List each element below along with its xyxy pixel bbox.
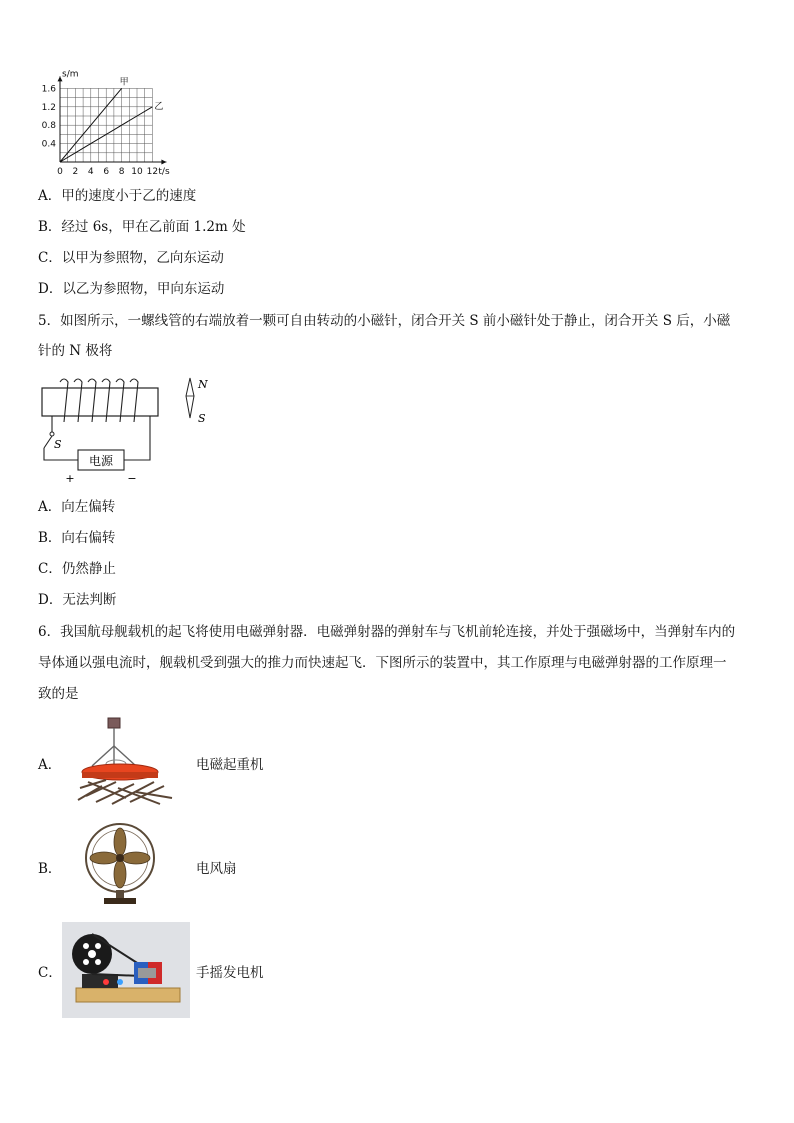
q6-option-b-label: 电风扇 (196, 861, 237, 877)
switch-s (44, 432, 54, 448)
hand-crank-generator-image (62, 922, 190, 1018)
y-tick-label: 0.4 (41, 139, 56, 150)
x-tick-label: 12 (146, 167, 159, 177)
q6-option-a-letter: A． (38, 757, 62, 773)
y-tick-label: 1.2 (41, 102, 56, 113)
q6-stem-line3: 致的是 (38, 686, 79, 702)
needle-s-label: S (198, 412, 206, 425)
q5-option-c: C．仍然静止 (38, 561, 116, 577)
y-tick-label: 0.8 (41, 121, 56, 132)
power-source-label: 电源 (88, 454, 114, 468)
q5-option-a: A．向左偏转 (38, 499, 116, 515)
y-tick-label: 1.6 (41, 84, 56, 95)
needle-n-label: N (198, 378, 208, 391)
minus-terminal: − (127, 472, 137, 485)
x-tick-label: 10 (131, 167, 143, 177)
q4-option-b-text: B．经过 6s，甲在乙前面 1.2m 处 (38, 219, 246, 235)
series-label-yi: 乙 (154, 101, 164, 112)
electromagnet-crane-image (76, 716, 180, 810)
q5-option-d: D．无法判断 (38, 592, 117, 608)
q5-stem-line1: 5．如图所示，一螺线管的右端放着一颗可自由转动的小磁针，闭合开关 S 前小磁针处于静止，闭合开关 S 后，小磁 (38, 313, 731, 329)
x-tick-label: 0 (57, 167, 63, 177)
compass-needle (186, 378, 194, 418)
switch-label: S (54, 438, 62, 451)
x-tick-label: 6 (103, 167, 110, 177)
q4-option-b (38, 217, 246, 237)
q5-option-b: B．向右偏转 (38, 530, 116, 546)
y-axis-label: s/m (62, 69, 79, 80)
x-tick-label: 8 (118, 167, 125, 177)
graph-grid (60, 88, 152, 162)
x-tick-label: 4 (87, 167, 94, 177)
plus-terminal: + (65, 472, 75, 485)
x-axis-arrow (161, 160, 166, 165)
s-t-graph (36, 69, 186, 182)
q6-stem-line1: 6．我国航母舰载机的起飞将使用电磁弹射器．电磁弹射器的弹射车与飞机前轮连接，并处于强磁场中，当弹射车内的 (38, 624, 736, 640)
q6-option-a-label: 电磁起重机 (196, 757, 264, 773)
graph-axes (58, 76, 167, 164)
series-label-jia: 甲 (119, 77, 129, 88)
electric-fan-image (80, 822, 166, 906)
q4-option-d: D．以乙为参照物，甲向东运动 (38, 281, 225, 297)
q6-option-b-letter: B． (38, 861, 62, 877)
q5-stem-line2: 针的 N 极将 (38, 343, 113, 359)
q6-option-c-letter: C． (38, 965, 62, 981)
solenoid-tube (42, 388, 158, 416)
solenoid-circuit-diagram (38, 374, 228, 486)
x-tick-label: 2 (72, 167, 79, 177)
q6-stem-line2: 导体通以强电流时，舰载机受到强大的推力而快速起飞．下图所示的装置中，其工作原理与电磁弹射器的工作原理一 (38, 655, 727, 671)
q6-option-c-label: 手摇发电机 (196, 965, 264, 981)
x-axis-label: t/s (158, 167, 170, 177)
q4-option-a: A．甲的速度小于乙的速度 (38, 188, 197, 204)
q4-option-c: C．以甲为参照物，乙向东运动 (38, 250, 224, 266)
